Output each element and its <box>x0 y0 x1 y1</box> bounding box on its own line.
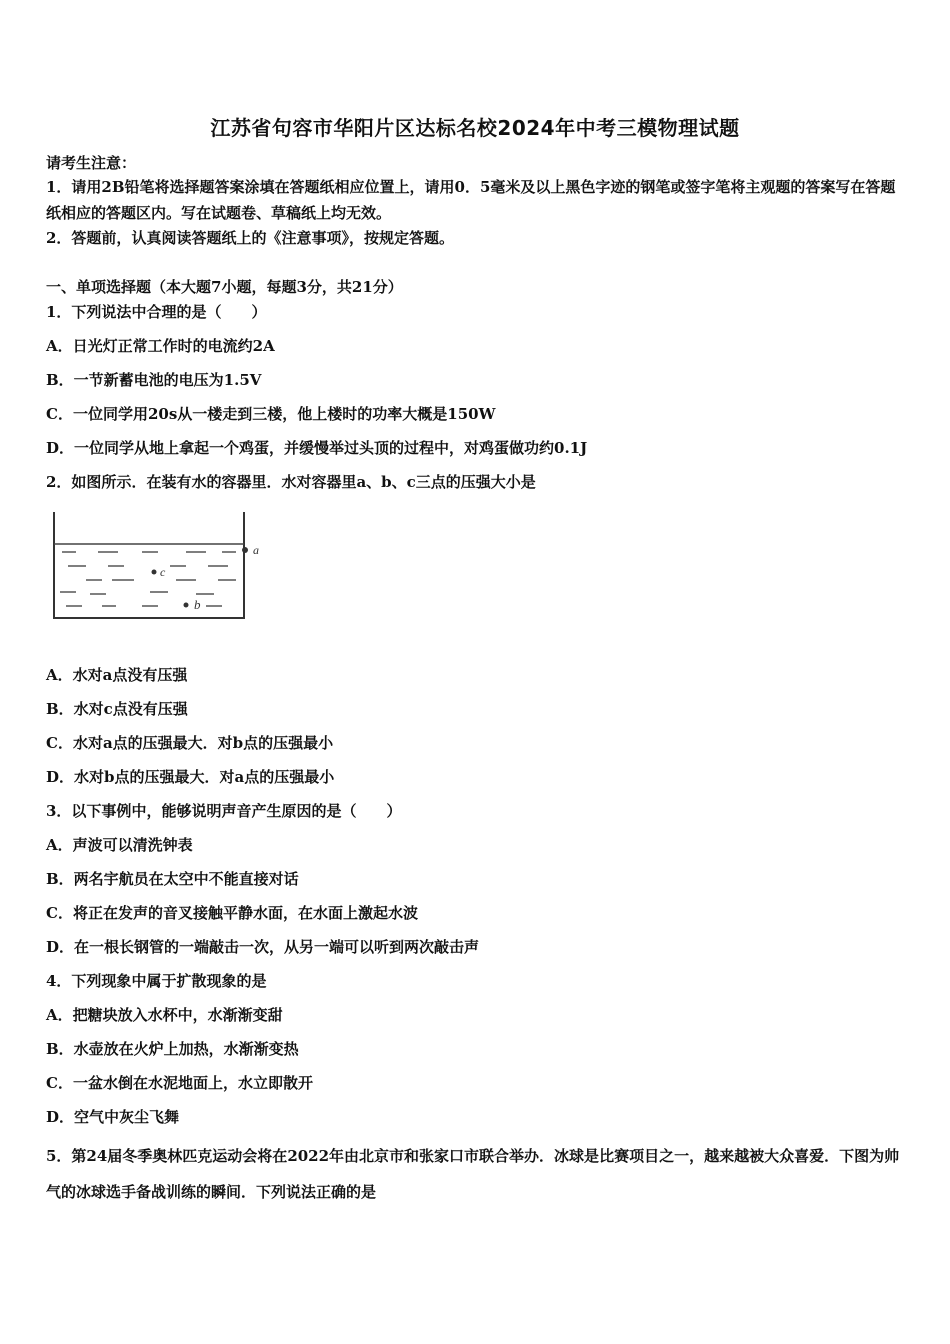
point-a-marker <box>242 547 248 553</box>
question-1-option-d: D．一位同学从地上拿起一个鸡蛋，并缓慢举过头顶的过程中，对鸡蛋做功约0.1J <box>46 439 588 457</box>
question-2-stem: 2．如图所示．在装有水的容器里．水对容器里a、b、c三点的压强大小是 <box>46 473 536 491</box>
point-c-marker <box>152 570 157 575</box>
question-4-stem: 4．下列现象中属于扩散现象的是 <box>46 972 267 990</box>
page-title: 江苏省句容市华阳片区达标名校2024年中考三模物理试题 <box>210 116 740 140</box>
notice-heading: 请考生注意： <box>46 154 137 172</box>
point-a-label: a <box>253 543 259 557</box>
question-3-option-b: B．两名宇航员在太空中不能直接对话 <box>46 870 299 888</box>
question-5-stem: 5．第24届冬季奥林匹克运动会将在2022年由北京市和张家口市联合举办．冰球是比赛项目之一，越来越被大众喜爱．下图为帅气的冰球选手备战训练的瞬间．下列说法正确的是 <box>46 1147 900 1201</box>
question-1-stem: 1．下列说法中合理的是（ ） <box>46 303 267 321</box>
question-1-option-b: B．一节新蓄电池的电压为1.5V <box>46 371 262 389</box>
notice-item-2: 2．答题前，认真阅读答题纸上的《注意事项》，按规定答题。 <box>46 229 454 247</box>
question-4-option-d: D．空气中灰尘飞舞 <box>46 1108 180 1126</box>
question-4-option-a: A．把糖块放入水杯中，水渐渐变甜 <box>46 1006 283 1024</box>
container-walls <box>54 512 244 618</box>
question-4-option-c: C．一盆水倒在水泥地面上，水立即散开 <box>46 1074 313 1092</box>
point-b-label: b <box>194 597 201 612</box>
water-container-figure <box>46 508 276 628</box>
notice-item-1: 1．请用2B铅笔将选择题答案涂填在答题纸相应位置上，请用0．5毫米及以上黑色字迹的钢笔或签字笔将主观题的答案写在答题纸相应的答题区内。写在试题卷、草稿纸上均无效。 <box>46 178 896 222</box>
question-3-option-d: D．在一根长钢管的一端敲击一次，从另一端可以听到两次敲击声 <box>46 938 480 956</box>
point-c-label: c <box>160 565 166 579</box>
question-3-option-c: C．将正在发声的音叉接触平静水面，在水面上激起水波 <box>46 904 418 922</box>
question-3-stem: 3．以下事例中，能够说明声音产生原因的是（ ） <box>46 802 402 820</box>
point-b-marker <box>184 603 189 608</box>
section-heading: 一、单项选择题（本大题7小题，每题3分，共21分） <box>46 278 403 296</box>
question-2-option-c: C．水对a点的压强最大．对b点的压强最小 <box>46 734 334 752</box>
water-texture <box>60 552 236 606</box>
question-2-option-a: A．水对a点没有压强 <box>46 666 188 684</box>
question-2-option-d: D．水对b点的压强最大．对a点的压强最小 <box>46 768 335 786</box>
question-3-option-a: A．声波可以清洗钟表 <box>46 836 193 854</box>
question-2-option-b: B．水对c点没有压强 <box>46 700 188 718</box>
question-1-option-a: A．日光灯正常工作时的电流约2A <box>46 337 275 355</box>
question-4-option-b: B．水壶放在火炉上加热，水渐渐变热 <box>46 1040 299 1058</box>
question-1-option-c: C．一位同学用20s从一楼走到三楼，他上楼时的功率大概是150W <box>46 405 496 423</box>
